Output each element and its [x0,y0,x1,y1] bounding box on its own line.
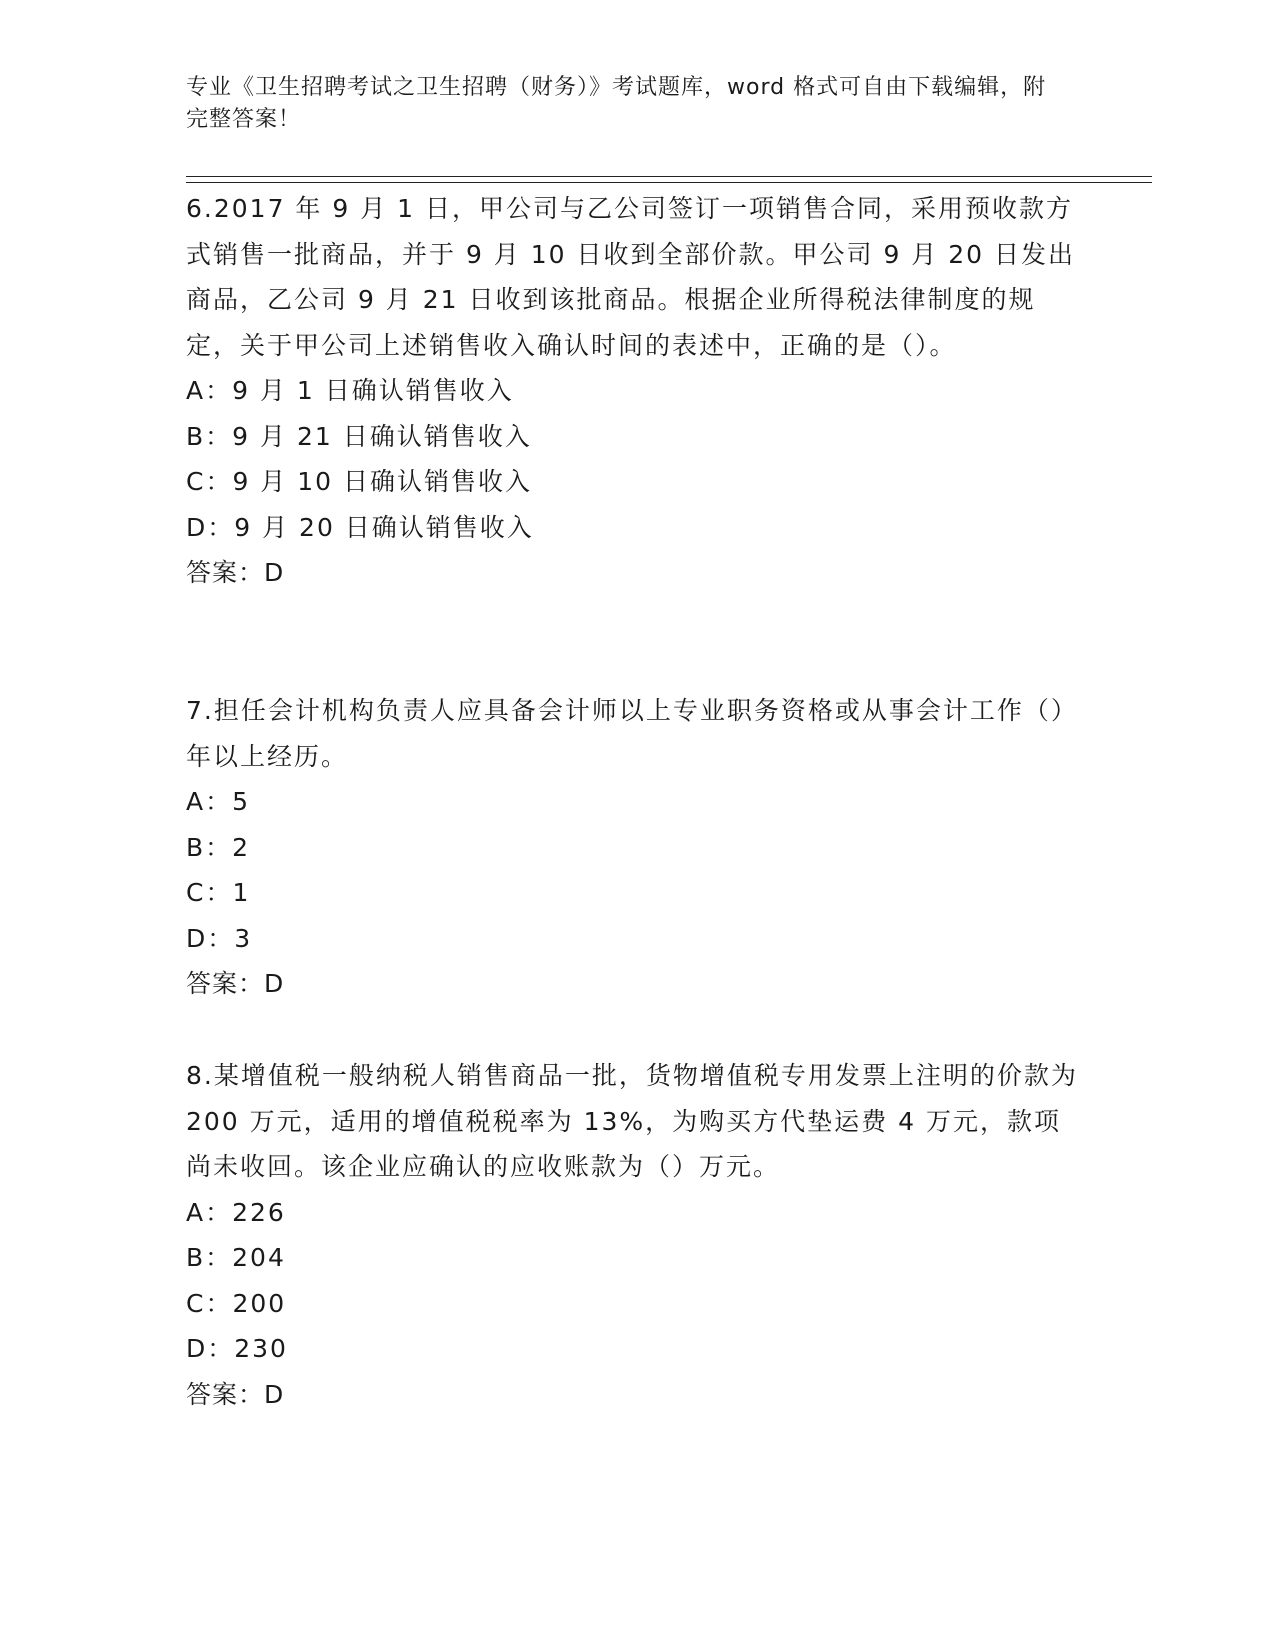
answer: 答案：D [186,969,285,998]
question-6 [186,186,1086,596]
option-b: B：204 [186,1243,286,1272]
answer: 答案：D [186,558,285,587]
question-text: 7.担任会计机构负责人应具备会计师以上专业职务资格或从事会计工作（）年以上经历。 [186,696,1078,771]
option-d: D：9 月 20 日确认销售收入 [186,512,534,542]
answer: 答案：D [186,1379,285,1409]
question-8 [186,1053,1086,1417]
option-c: C：9 月 10 日确认销售收入 [186,467,533,496]
document-header: 专业《卫生招聘考试之卫生招聘（财务）》考试题库，word 格式可自由下载编辑，附完整答案！ [186,75,1047,132]
option-a: A：226 [186,1197,286,1227]
option-d: D：230 [186,1334,288,1363]
question-7 [186,688,1086,1007]
question-text: 8.某增值税一般纳税人销售商品一批，货物增值税专用发票上注明的价款为 200 万元，适用的增值税税率为 13%，为购买方代垫运费 4 万元，款项尚未收回。该企业应确认的应收账款为（）万元。 [186,1061,1078,1181]
option-d: D：3 [186,923,253,953]
option-b: B：2 [186,832,251,862]
option-a: A：9 月 1 日确认销售收入 [186,376,514,405]
option-a: A：5 [186,787,251,816]
option-c: C：1 [186,878,251,907]
option-c: C：200 [186,1288,287,1318]
question-text: 6.2017 年 9 月 1 日，甲公司与乙公司签订一项销售合同，采用预收款方式销售一批商品，并于 9 月 10 日收到全部价款。甲公司 9 月 20 日发出商品，乙公司 9 月 21 日收到该批商品。根据企业所得税法律制度的规定，关于甲公司上述销售收入确认时间的表述中，正确的是（）。 [186,194,1076,360]
option-b: B：9 月 21 日确认销售收入 [186,421,532,451]
header-divider-top [186,176,1152,177]
header-divider-bottom [186,182,1152,183]
